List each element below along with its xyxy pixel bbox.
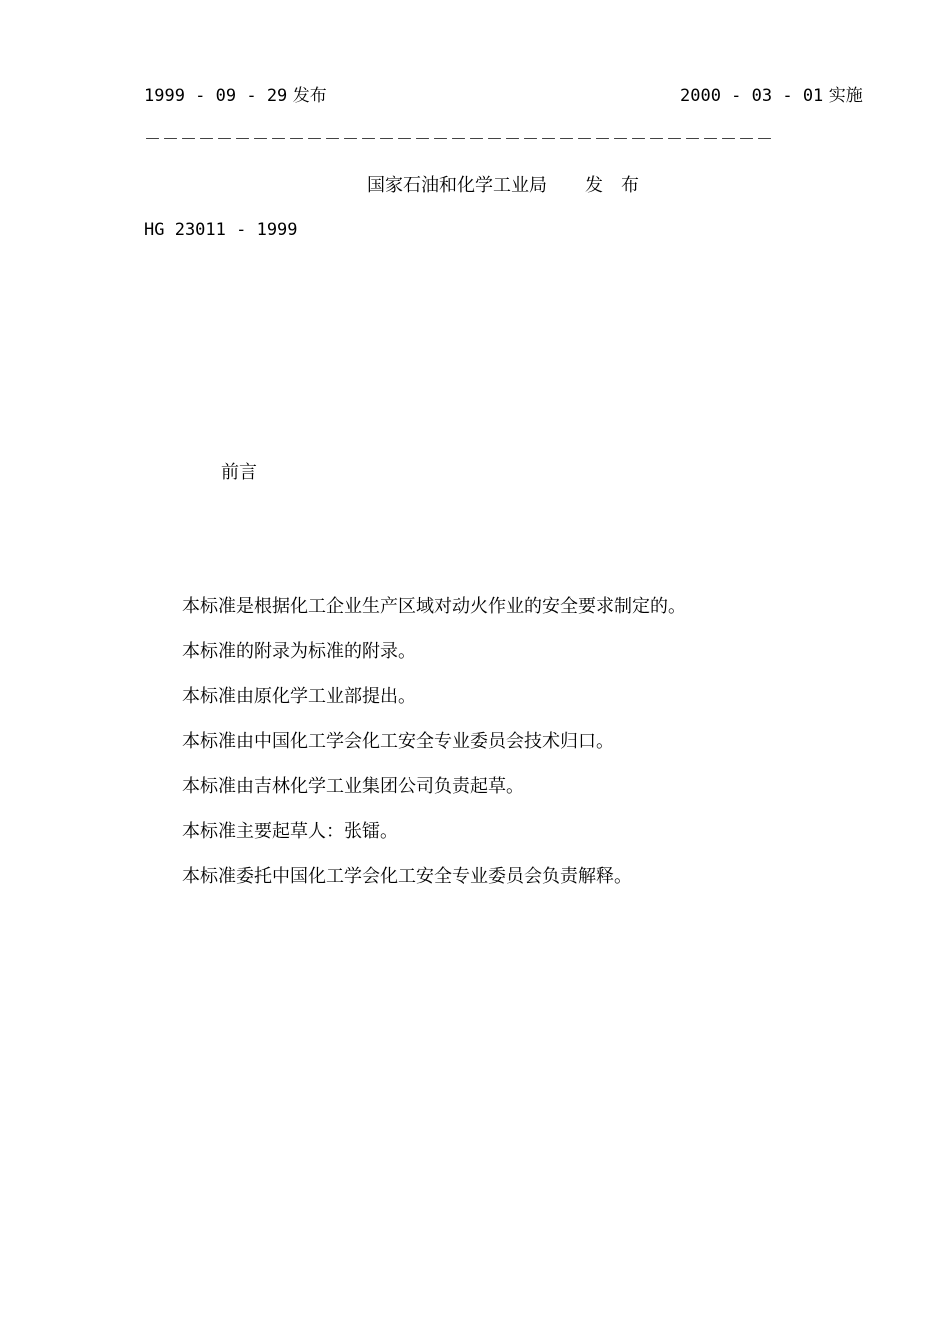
effective-label: 实施 (828, 86, 863, 106)
issued-date-line (144, 88, 327, 105)
issued-date: 1999 - 09 - 29 (144, 86, 288, 106)
issuer-name: 国家石油和化学工业局 (367, 175, 547, 196)
preface-paragraph: 本标准的附录为标准的附录。 (182, 641, 416, 662)
issuer-action-1: 发 (585, 175, 603, 196)
preface-paragraph: 本标准委托中国化工学会化工安全专业委员会负责解释。 (182, 866, 632, 887)
preface-paragraph: 本标准主要起草人：张镭。 (182, 821, 398, 842)
issued-label: 发布 (292, 86, 327, 106)
preface-paragraph: 本标准由原化学工业部提出。 (182, 686, 416, 707)
separator-line: －－－－－－－－－－－－－－－－－－－－－－－－－－－－－－－－－－－ (144, 130, 774, 150)
preface-title: 前言 (221, 462, 257, 483)
preface-paragraph: 本标准是根据化工企业生产区域对动火作业的安全要求制定的。 (182, 596, 686, 617)
standard-number: HG 23011 - 1999 (144, 220, 298, 240)
preface-paragraph: 本标准由吉林化学工业集团公司负责起草。 (182, 776, 524, 797)
effective-date: 2000 - 03 - 01 (680, 86, 824, 106)
effective-date-line (680, 88, 863, 105)
preface-paragraph: 本标准由中国化工学会化工安全专业委员会技术归口。 (182, 731, 614, 752)
issuer-line (367, 177, 639, 195)
preface-paragraphs (182, 597, 686, 912)
issuer-action-2: 布 (621, 175, 639, 196)
